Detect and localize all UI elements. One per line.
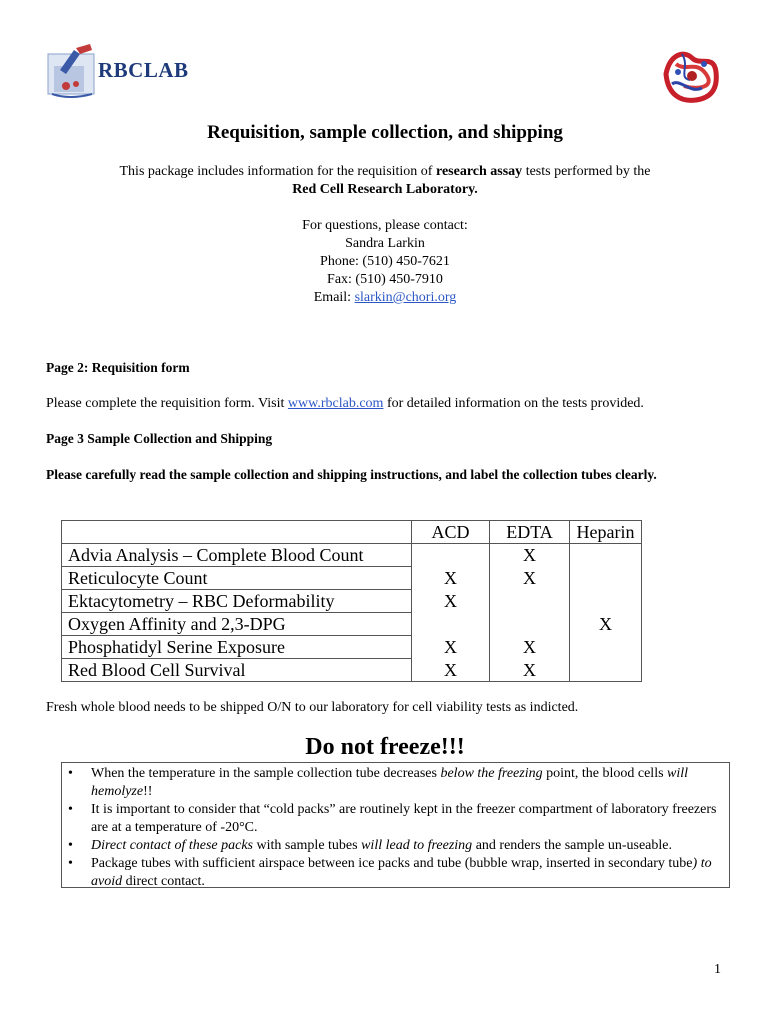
- test-name: Advia Analysis – Complete Blood Count: [62, 544, 412, 567]
- bullet-icon: •: [68, 766, 73, 781]
- list-item: [62, 801, 721, 837]
- website-link[interactable]: www.rbclab.com: [287, 396, 384, 411]
- contact-heading: For questions, please contact:: [302, 218, 468, 233]
- email-link[interactable]: slarkin@chori.org: [354, 290, 457, 305]
- intro-text-end: tests performed by the: [522, 164, 651, 179]
- heparin-mark: [570, 567, 642, 590]
- test-name: Ektacytometry – RBC Deformability: [62, 590, 412, 613]
- freezing-warning-box: [61, 762, 730, 888]
- bullet-text: point, the blood cells: [542, 766, 668, 781]
- requisition-text: Please complete the requisition form. Visit: [46, 396, 288, 411]
- contact-email-line: [0, 289, 770, 307]
- edta-mark: X: [490, 567, 570, 590]
- test-name: Reticulocyte Count: [62, 567, 412, 590]
- bullet-italic-text: will lead to freezing: [361, 838, 473, 853]
- bullet-text: Package tubes with sufficient airspace between ice packs and tube (bubble wrap, inserted in secondary tube: [91, 856, 693, 871]
- contact-phone: Phone: (510) 450-7621: [320, 254, 450, 269]
- list-item: [62, 837, 721, 855]
- intro-bold-text: research assay: [435, 164, 523, 179]
- contact-fax: Fax: (510) 450-7910: [327, 272, 443, 287]
- bullet-text: with sample tubes: [252, 838, 362, 853]
- heparin-mark: [570, 590, 642, 613]
- bullet-icon: •: [68, 856, 73, 871]
- table-header-row: [62, 521, 642, 544]
- column-header-edta: EDTA: [490, 521, 570, 544]
- intro-line-2: Red Cell Research Laboratory.: [292, 182, 478, 197]
- bullet-text: When the temperature in the sample collection tube decreases: [91, 766, 441, 781]
- table-row: [62, 544, 642, 567]
- bullet-icon: •: [68, 802, 73, 817]
- edta-mark: X: [490, 636, 570, 659]
- test-name: Red Blood Cell Survival: [62, 659, 412, 682]
- page-number: 1: [714, 962, 721, 977]
- protein-icon: [656, 44, 726, 110]
- table-row: [62, 567, 642, 590]
- contact-name: Sandra Larkin: [345, 236, 425, 251]
- edta-mark: X: [490, 544, 570, 567]
- logo-text: RBCLAB: [98, 58, 189, 82]
- heparin-mark: X: [570, 613, 642, 636]
- intro-text: This package includes information for the requisition of: [119, 164, 436, 179]
- table-row: [62, 590, 642, 613]
- email-label: Email:: [313, 290, 355, 305]
- requisition-text-end: for detailed information on the tests provided.: [383, 396, 644, 411]
- warning-list: [62, 765, 721, 891]
- column-header-acd: ACD: [412, 521, 490, 544]
- table-row: [62, 659, 642, 682]
- fresh-blood-note: Fresh whole blood needs to be shipped O/N to our laboratory for cell viability tests as indicted.: [46, 700, 579, 715]
- table-row: [62, 636, 642, 659]
- intro-line-1: [0, 163, 770, 181]
- list-item: [62, 765, 721, 801]
- acd-mark: X: [412, 590, 490, 613]
- test-name: Phosphatidyl Serine Exposure: [62, 636, 412, 659]
- bullet-text: and renders the sample un-useable.: [472, 838, 673, 853]
- requisition-instruction: [46, 396, 644, 412]
- heparin-mark: [570, 544, 642, 567]
- rbclab-logo: [46, 44, 189, 102]
- edta-mark: [490, 590, 570, 613]
- acd-mark: X: [412, 659, 490, 682]
- acd-mark: [412, 613, 490, 636]
- bullet-italic-text: Direct contact of these packs: [91, 838, 253, 853]
- list-item: [62, 855, 721, 891]
- edta-mark: [490, 613, 570, 636]
- do-not-freeze-heading: Do not freeze!!!: [305, 734, 465, 760]
- bullet-text: It is important to consider that “cold packs” are routinely kept in the freezer compartment of laboratory freezers are at a temperature of -20°C.: [91, 802, 717, 835]
- bullet-icon: •: [68, 838, 73, 853]
- tests-table: [61, 520, 642, 682]
- intro-paragraph: [0, 163, 770, 199]
- table-row: [62, 613, 642, 636]
- acd-mark: X: [412, 567, 490, 590]
- page3-heading: Page 3 Sample Collection and Shipping: [46, 431, 273, 446]
- acd-mark: [412, 544, 490, 567]
- bullet-italic-text: will hemolyze: [91, 766, 689, 799]
- heparin-mark: [570, 636, 642, 659]
- contact-block: [0, 217, 770, 307]
- acd-mark: X: [412, 636, 490, 659]
- protein-structure-image: [656, 44, 726, 110]
- bullet-italic-text: below the freezing: [440, 766, 543, 781]
- page-title: Requisition, sample collection, and shipping: [207, 122, 563, 143]
- page2-heading: Page 2: Requisition form: [46, 360, 190, 375]
- bullet-text: !!: [143, 784, 153, 799]
- test-name: Oxygen Affinity and 2,3-DPG: [62, 613, 412, 636]
- edta-mark: X: [490, 659, 570, 682]
- rbclab-logo-graphic: [46, 44, 106, 102]
- column-header-heparin: Heparin: [570, 521, 642, 544]
- bullet-text: direct contact.: [122, 874, 205, 889]
- collection-instruction: Please carefully read the sample collection and shipping instructions, and label the collection tubes clearly.: [46, 467, 657, 482]
- bullet-italic-text: ) to avoid: [91, 856, 712, 889]
- heparin-mark: [570, 659, 642, 682]
- table-header-blank: [62, 521, 412, 544]
